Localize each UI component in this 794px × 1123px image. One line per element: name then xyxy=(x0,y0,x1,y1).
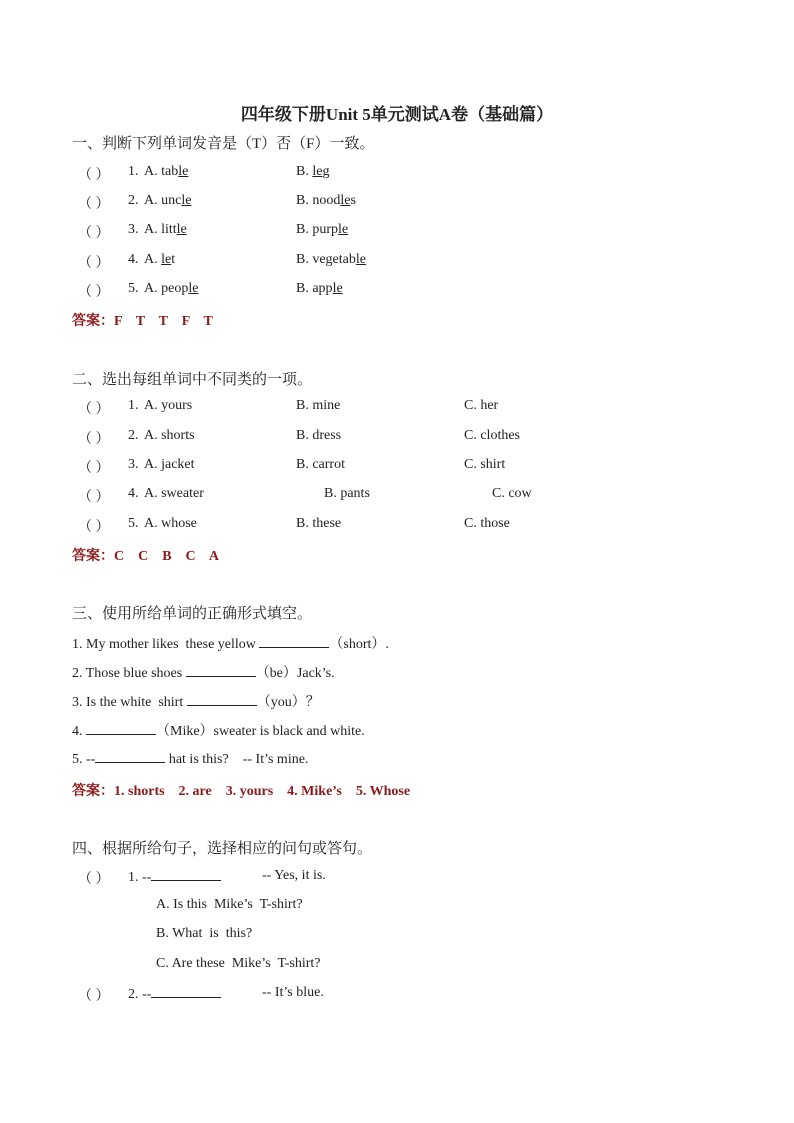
section-2-answer xyxy=(72,545,219,565)
option-a: A. sweater xyxy=(144,486,204,501)
option-b: B. purple xyxy=(296,222,349,237)
option-c: C. shirt xyxy=(464,457,506,472)
option-a: A. uncle xyxy=(144,193,192,208)
answer-paren[interactable]: （ ） xyxy=(78,197,110,212)
fill-blank[interactable] xyxy=(186,664,256,677)
s3-question-2: 2. Those blue shoes （be）Jack’s. xyxy=(72,666,335,681)
page-title: 四年级下册Unit 5单元测试A卷（基础篇） xyxy=(240,105,554,124)
question-number: 3. xyxy=(128,222,139,237)
question-number: 2. -- xyxy=(128,985,221,1003)
option-b: B. leg xyxy=(296,164,330,179)
option-a: A. table xyxy=(144,164,189,179)
section-4-heading: 四、根据所给句子，选择相应的问句或答句。 xyxy=(72,841,373,857)
option-a: A. whose xyxy=(144,516,197,531)
answer-paren[interactable]: （ ） xyxy=(78,872,110,887)
section-3-answer xyxy=(72,780,410,800)
option-b: B. vegetable xyxy=(296,252,366,267)
option-c: C. clothes xyxy=(464,428,520,443)
answer-paren[interactable]: （ ） xyxy=(78,461,110,476)
answer-paren[interactable]: （ ） xyxy=(78,490,110,505)
fill-blank[interactable] xyxy=(86,722,156,735)
answer-label: 答案： xyxy=(72,549,114,564)
section-2-heading: 二、选出每组单词中不同类的一项。 xyxy=(72,372,313,388)
fill-blank[interactable] xyxy=(187,693,257,706)
question-number: 4. xyxy=(128,486,139,501)
s3-question-4: 4. （Mike）sweater is black and white. xyxy=(72,724,365,739)
option-b: B. What is this? xyxy=(156,926,253,941)
question-number: 5. xyxy=(128,281,139,296)
answer-paren[interactable]: （ ） xyxy=(78,402,110,417)
option-a: A. people xyxy=(144,281,199,296)
answer-values: F T T F T xyxy=(114,314,213,329)
answer-paren[interactable]: （ ） xyxy=(78,989,110,1004)
option-c: C. her xyxy=(464,398,499,413)
option-b: B. carrot xyxy=(296,457,345,472)
answer-values: 1. shorts 2. are 3. yours 4. Mike’s 5. Whose xyxy=(114,784,411,799)
s3-question-3: 3. Is the white shirt （you）？ xyxy=(72,695,320,710)
option-b: B. dress xyxy=(296,428,342,443)
question-number: 4. xyxy=(128,252,139,267)
option-b: B. noodles xyxy=(296,193,356,208)
option-c: C. Are these Mike’s T-shirt? xyxy=(156,956,321,971)
fill-blank[interactable] xyxy=(259,635,329,648)
answer-values: C C B C A xyxy=(114,549,220,564)
answer-paren[interactable]: （ ） xyxy=(78,226,110,241)
option-a: A. shorts xyxy=(144,428,195,443)
reply-text: -- Yes, it is. xyxy=(262,868,326,883)
option-c: C. those xyxy=(464,516,510,531)
option-a: A. yours xyxy=(144,398,193,413)
option-c: C. cow xyxy=(492,486,532,501)
s3-question-5: 5. -- hat is this? -- It’s mine. xyxy=(72,752,309,767)
option-a: A. Is this Mike’s T-shirt? xyxy=(156,897,303,912)
option-b: B. apple xyxy=(296,281,343,296)
option-a: A. let xyxy=(144,252,176,267)
section-3-heading: 三、使用所给单词的正确形式填空。 xyxy=(72,606,313,622)
fill-blank[interactable] xyxy=(95,750,165,763)
question-number: 2. xyxy=(128,428,139,443)
question-number: 1. xyxy=(128,164,139,179)
answer-paren[interactable]: （ ） xyxy=(78,432,110,447)
option-b: B. these xyxy=(296,516,342,531)
answer-label: 答案： xyxy=(72,784,114,799)
s3-question-1: 1. My mother likes these yellow （short）. xyxy=(72,637,389,652)
reply-text: -- It’s blue. xyxy=(262,985,324,1000)
answer-paren[interactable]: （ ） xyxy=(78,168,110,183)
question-number: 1. -- xyxy=(128,868,221,886)
answer-paren[interactable]: （ ） xyxy=(78,520,110,535)
section-1-answer xyxy=(72,310,213,330)
question-number: 5. xyxy=(128,516,139,531)
question-number: 3. xyxy=(128,457,139,472)
question-number: 2. xyxy=(128,193,139,208)
fill-blank[interactable] xyxy=(151,868,221,881)
option-a: A. little xyxy=(144,222,187,237)
section-1-heading: 一、判断下列单词发音是（T）否（F）一致。 xyxy=(72,136,375,152)
answer-paren[interactable]: （ ） xyxy=(78,256,110,271)
fill-blank[interactable] xyxy=(151,985,221,998)
answer-label: 答案： xyxy=(72,314,114,329)
option-b: B. pants xyxy=(324,486,370,501)
answer-paren[interactable]: （ ） xyxy=(78,285,110,300)
question-number: 1. xyxy=(128,398,139,413)
option-a: A. jacket xyxy=(144,457,195,472)
option-b: B. mine xyxy=(296,398,341,413)
